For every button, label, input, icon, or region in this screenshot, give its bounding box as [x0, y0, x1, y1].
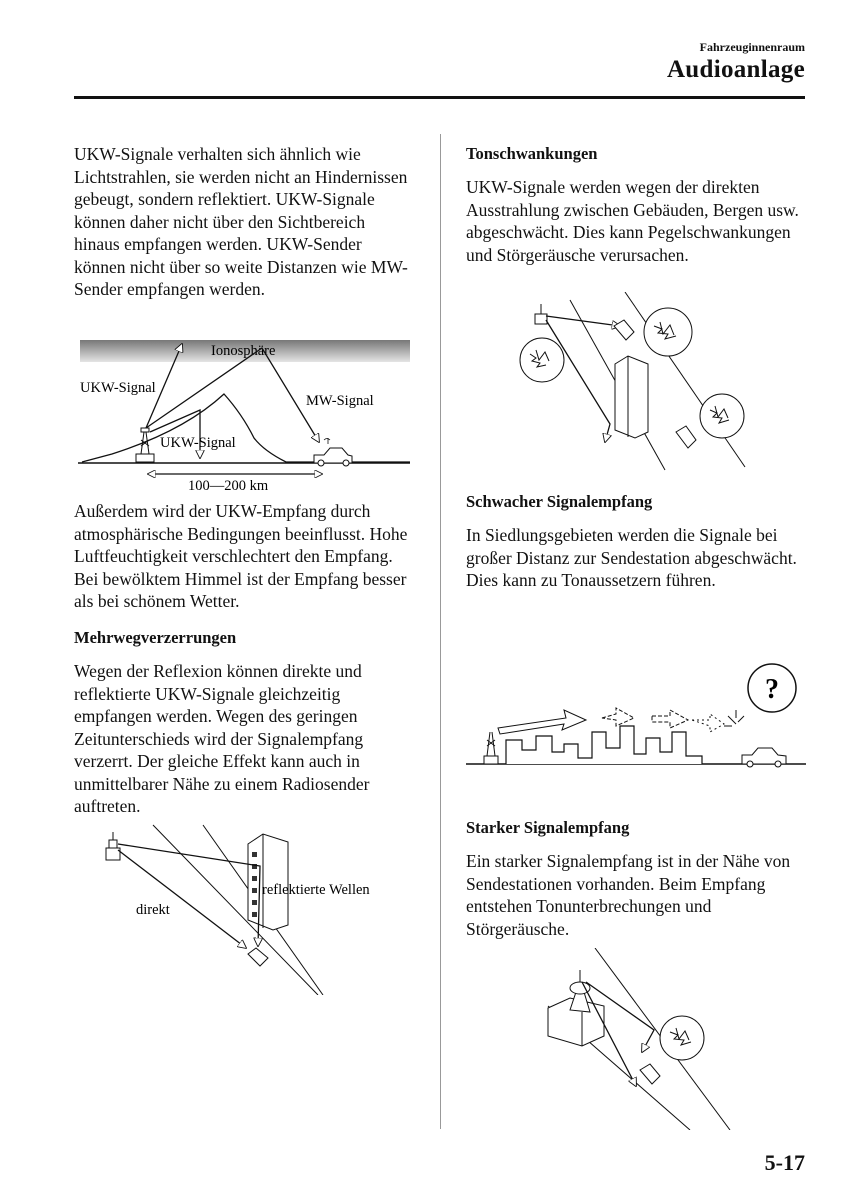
dropout-spark-icon	[724, 710, 744, 726]
multipath-heading: Mehrwegverzerrungen	[74, 628, 237, 647]
weak-signal-arrow	[692, 714, 724, 732]
signal-arrow-down	[546, 320, 610, 442]
transmitter-icon	[535, 304, 547, 324]
city-skyline	[506, 726, 702, 764]
page-title: Audioanlage	[666, 56, 805, 83]
noise-bubble-icon	[644, 308, 692, 356]
direct-label: direkt	[136, 902, 170, 918]
building-icon	[615, 356, 648, 438]
transmitter-tower-icon	[484, 732, 498, 764]
atmosphere-paragraph: Außerdem wird der UKW-Empfang durch atmosphärische Bedingungen beeinflusst. Hohe Luftfeuchtigkeit verschlechtert den Empfang. Bei bewölktem Himmel ist der Empfang besser als bei schönem Wetter.	[74, 501, 408, 611]
strong-signal-paragraph: Ein starker Signalempfang ist in der Nähe von Sendestationen vorhanden. Beim Empfang entstehen Tonunterbrechungen und Störgeräusche.	[466, 851, 791, 939]
weak-signal-paragraph: In Siedlungsgebieten werden die Signale bei großer Distanz zur Sendestation abgeschwächt. Dies kann zu Tonaussetzern führen.	[466, 525, 797, 590]
strong-signal-figure	[540, 948, 740, 1130]
reflected-wave-arrow	[118, 844, 260, 946]
strong-signal-arrow	[498, 710, 586, 734]
weak-signal-heading: Schwacher Signalempfang	[466, 492, 653, 511]
header-rule	[74, 96, 805, 99]
mw-reflection-arrow	[146, 348, 319, 442]
car-icon	[676, 426, 696, 448]
car-icon	[742, 748, 786, 767]
car-icon	[248, 948, 268, 966]
ukw-signal-label-top: UKW-Signal	[80, 380, 156, 396]
ukw-signal-label-low: UKW-Signal	[160, 435, 236, 451]
fading-signal-arrow	[602, 708, 634, 726]
distance-label: 100—200 km	[188, 478, 269, 494]
section-label: Fahrzeuginnenraum	[699, 40, 805, 54]
strong-signal-heading: Starker Signalempfang	[466, 818, 630, 837]
transmitter-icon	[106, 832, 120, 860]
weak-signal-figure	[466, 660, 806, 770]
multipath-paragraph: Wegen der Reflexion können direkte und reflektierte UKW-Signale gleichzeitig empfangen werden. Wegen des geringen Zeitunterschieds wird der Signalempfang verzerrt. Der gleiche Effekt kann auch in unmittelbarer Nähe zu einem Radiosender auftreten.	[74, 661, 370, 816]
speech-bubble-icon	[748, 664, 796, 712]
signal-arrow-right	[546, 316, 620, 326]
ionosphere-label: Ionosphäre	[211, 343, 276, 359]
noise-bubble-icon	[520, 338, 564, 382]
noise-bubble-icon	[660, 1016, 704, 1060]
fading-signal-arrow	[652, 710, 688, 728]
car-icon	[640, 1064, 660, 1084]
reflected-waves-label: reflektierte Wellen	[262, 882, 370, 898]
page-number: 5-17	[764, 1150, 805, 1175]
question-mark: ?	[765, 674, 779, 705]
multipath-figure	[98, 820, 398, 995]
car-icon	[314, 438, 352, 466]
fluctuation-paragraph: UKW-Signale werden wegen der direkten Ausstrahlung zwischen Gebäuden, Bergen usw. abgeschwächt. Dies kann Pegelschwankungen und Störgeräusche verursachen.	[466, 177, 799, 265]
noise-bubble-icon	[700, 394, 744, 438]
direct-wave-arrow	[118, 850, 246, 948]
mw-signal-label: MW-Signal	[306, 393, 374, 409]
car-icon	[614, 320, 634, 340]
intro-paragraph: UKW-Signale verhalten sich ähnlich wie Lichtstrahlen, sie werden nicht an Hindernissen gebeugt, sondern reflektiert. UKW-Signale können daher nicht über den Sichtbereich hinaus empfangen werden. UKW-Sender können nicht über so weite Distanzen wie MW-Sender empfangen werden.	[74, 144, 408, 299]
road-edge-left	[153, 825, 318, 995]
fluctuation-heading: Tonschwankungen	[466, 144, 598, 163]
fluctuation-figure	[510, 292, 770, 472]
ionosphere-figure	[74, 336, 414, 494]
column-divider	[440, 134, 441, 1129]
